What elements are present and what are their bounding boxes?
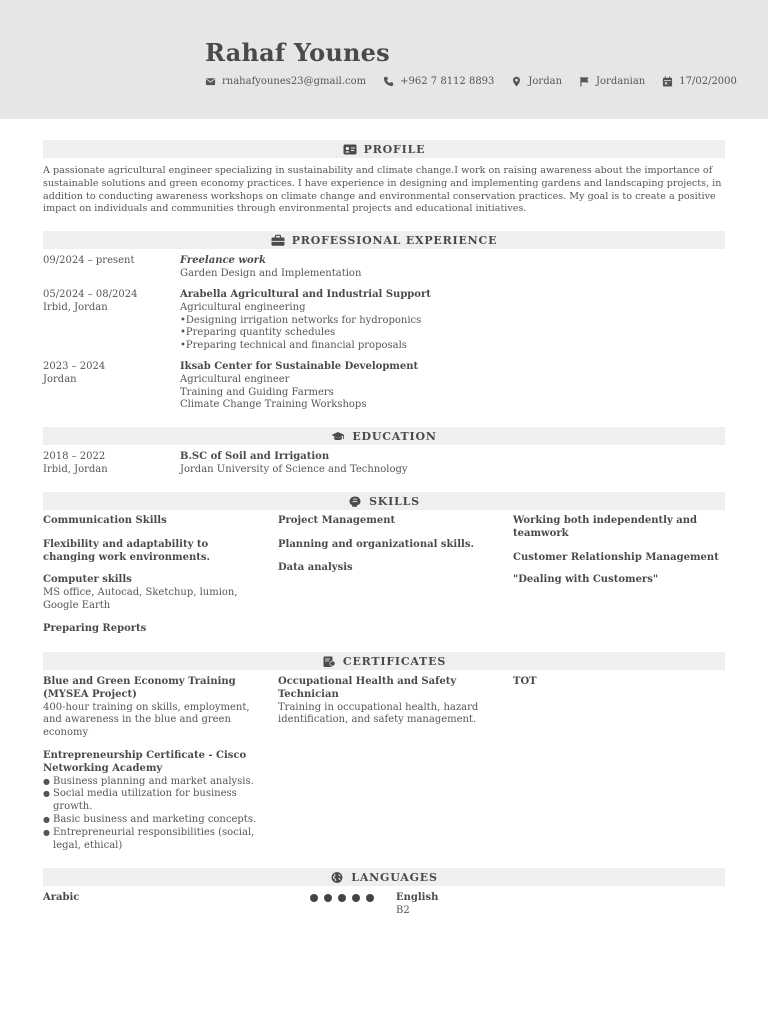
skill-name: "Dealing with Customers" <box>513 574 659 586</box>
experience-3-location: Jordan <box>43 373 77 385</box>
skills-column-3 <box>513 515 725 587</box>
certificate-name: Occupational Health and Safety Technician <box>278 676 457 700</box>
skill-name: Working both independently and teamwork <box>513 515 697 539</box>
contact-row <box>205 73 737 89</box>
skill-name: Preparing Reports <box>43 622 147 634</box>
birthdate-text: 17/02/2000 <box>679 75 737 87</box>
skill-name: Communication Skills <box>43 515 167 526</box>
experience-2-date: 05/2024 – 08/2024 <box>43 289 138 300</box>
contact-phone <box>383 76 494 87</box>
education-1-location: Irbid, Jordan <box>43 463 108 475</box>
language-level-dots <box>310 894 374 902</box>
experience-1-org: Freelance work <box>180 255 266 266</box>
skill-name: Data analysis <box>278 561 353 573</box>
globe-icon <box>330 871 344 884</box>
skill-name: Computer skills <box>43 574 132 586</box>
certificate-detail: Training in occupational health, hazard identification, and safety management. <box>278 701 479 726</box>
phone-text: +962 7 8112 8893 <box>400 75 495 87</box>
experience-2-org: Arabella Agricultural and Industrial Support <box>180 289 431 300</box>
level-dot <box>310 894 318 902</box>
experience-2-line: •Preparing quantity schedules <box>180 327 336 339</box>
level-dot <box>338 894 346 902</box>
email-text: rnahafyounes23@gmail.com <box>222 75 367 87</box>
section-title-experience: PROFESSIONAL EXPERIENCE <box>291 233 498 247</box>
education-1-degree: B.SC of Soil and Irrigation <box>180 451 330 462</box>
brain-icon <box>348 495 362 508</box>
contact-nationality <box>579 76 645 87</box>
calendar-icon <box>662 76 673 87</box>
language-2 <box>396 892 596 918</box>
id-card-icon <box>343 143 357 156</box>
experience-3-date: 2023 – 2024 <box>43 361 106 372</box>
certificate-bullet: ● Social media utilization for business growth. <box>43 788 258 814</box>
experience-2-details <box>180 289 725 353</box>
experience-2-date-block <box>43 289 173 315</box>
profile-summary: A passionate agricultural engineer specializing in sustainability and climate change.I work on raising awareness about the importance of sustainable solutions and green economy practices. I have experience in designing and implementing gardens and landscaping projects, in addition to conducting awareness workshops on climate change and environmental conservation practices. My goal is to create a positive impact on individuals and communities through environmental projects and educational initiatives. <box>43 165 722 215</box>
certificates-column-1 <box>43 676 258 852</box>
candidate-name: Rahaf Younes <box>205 38 390 67</box>
experience-1-date-block <box>43 255 173 268</box>
section-header-education <box>43 427 725 445</box>
education-1-school: Jordan University of Science and Technology <box>180 463 408 475</box>
section-title-languages: LANGUAGES <box>351 870 438 884</box>
skills-column-1 <box>43 515 258 636</box>
contact-birthdate <box>662 76 737 87</box>
experience-1-line: Garden Design and Implementation <box>180 267 362 279</box>
certificate-bullet-list <box>43 776 258 853</box>
experience-3-org: Iksab Center for Sustainable Development <box>180 361 419 372</box>
certificate-bullet: ● Basic business and marketing concepts. <box>43 814 258 827</box>
nationality-text: Jordanian <box>596 75 646 87</box>
phone-icon <box>383 76 394 87</box>
certificate-bullet: ● Entrepreneurial responsibilities (social, legal, ethical) <box>43 827 258 853</box>
level-dot <box>324 894 332 902</box>
certificate-name: Blue and Green Economy Training (MYSEA Project) <box>43 676 236 700</box>
section-title-skills: SKILLS <box>369 494 420 508</box>
experience-1-date: 09/2024 – present <box>43 255 135 266</box>
certificate-detail: 400-hour training on skills, employment, and awareness in the blue and green economy <box>43 701 250 739</box>
education-1-date-block <box>43 451 173 477</box>
language-name: Arabic <box>43 892 80 903</box>
skills-column-2 <box>278 515 493 574</box>
section-header-skills <box>43 492 725 510</box>
education-1-details <box>180 451 725 477</box>
education-1-date: 2018 – 2022 <box>43 451 106 462</box>
location-text: Jordan <box>528 75 563 87</box>
certificate-bullet: ● Business planning and market analysis. <box>43 776 258 789</box>
experience-3-line: Agricultural engineer <box>180 373 290 385</box>
location-pin-icon <box>511 76 522 87</box>
section-title-education: EDUCATION <box>352 429 437 443</box>
experience-2-location: Irbid, Jordan <box>43 301 108 313</box>
certificate-icon <box>322 655 336 668</box>
section-header-languages <box>43 868 725 886</box>
contact-location <box>511 76 562 87</box>
section-header-experience <box>43 231 725 249</box>
skill-name: Flexibility and adaptability to changing work environments. <box>43 538 210 563</box>
level-dot <box>366 894 374 902</box>
envelope-icon <box>205 76 216 87</box>
flag-icon <box>579 76 590 87</box>
skill-name: Project Management <box>278 515 396 526</box>
experience-2-line: Agricultural engineering <box>180 301 306 313</box>
experience-1-details <box>180 255 725 281</box>
experience-2-line: •Designing irrigation networks for hydroponics <box>180 314 422 326</box>
experience-3-line: Training and Guiding Farmers <box>180 386 334 398</box>
contact-email <box>205 76 366 87</box>
briefcase-icon <box>271 234 285 247</box>
certificates-column-3 <box>513 676 725 689</box>
language-name: English <box>396 892 439 903</box>
section-title-profile: PROFILE <box>363 142 426 156</box>
section-title-certificates: CERTIFICATES <box>342 654 447 668</box>
experience-3-line: Climate Change Training Workshops <box>180 399 367 411</box>
certificate-name: TOT <box>513 676 537 687</box>
certificate-name: Entrepreneurship Certificate - Cisco Networking Academy <box>43 749 247 774</box>
graduation-cap-icon <box>331 430 345 443</box>
section-header-certificates <box>43 652 725 670</box>
skill-detail: MS office, Autocad, Sketchup, lumion, Google Earth <box>43 587 238 611</box>
resume-header <box>0 0 768 119</box>
certificates-column-2 <box>278 676 493 727</box>
experience-3-date-block <box>43 361 173 387</box>
experience-2-line: •Preparing technical and financial proposals <box>180 340 407 352</box>
skill-name: Planning and organizational skills. <box>278 538 474 550</box>
level-dot <box>352 894 360 902</box>
language-level: B2 <box>396 904 410 916</box>
experience-3-details <box>180 361 725 412</box>
skill-name: Customer Relationship Management <box>513 551 719 563</box>
section-header-profile <box>43 140 725 158</box>
